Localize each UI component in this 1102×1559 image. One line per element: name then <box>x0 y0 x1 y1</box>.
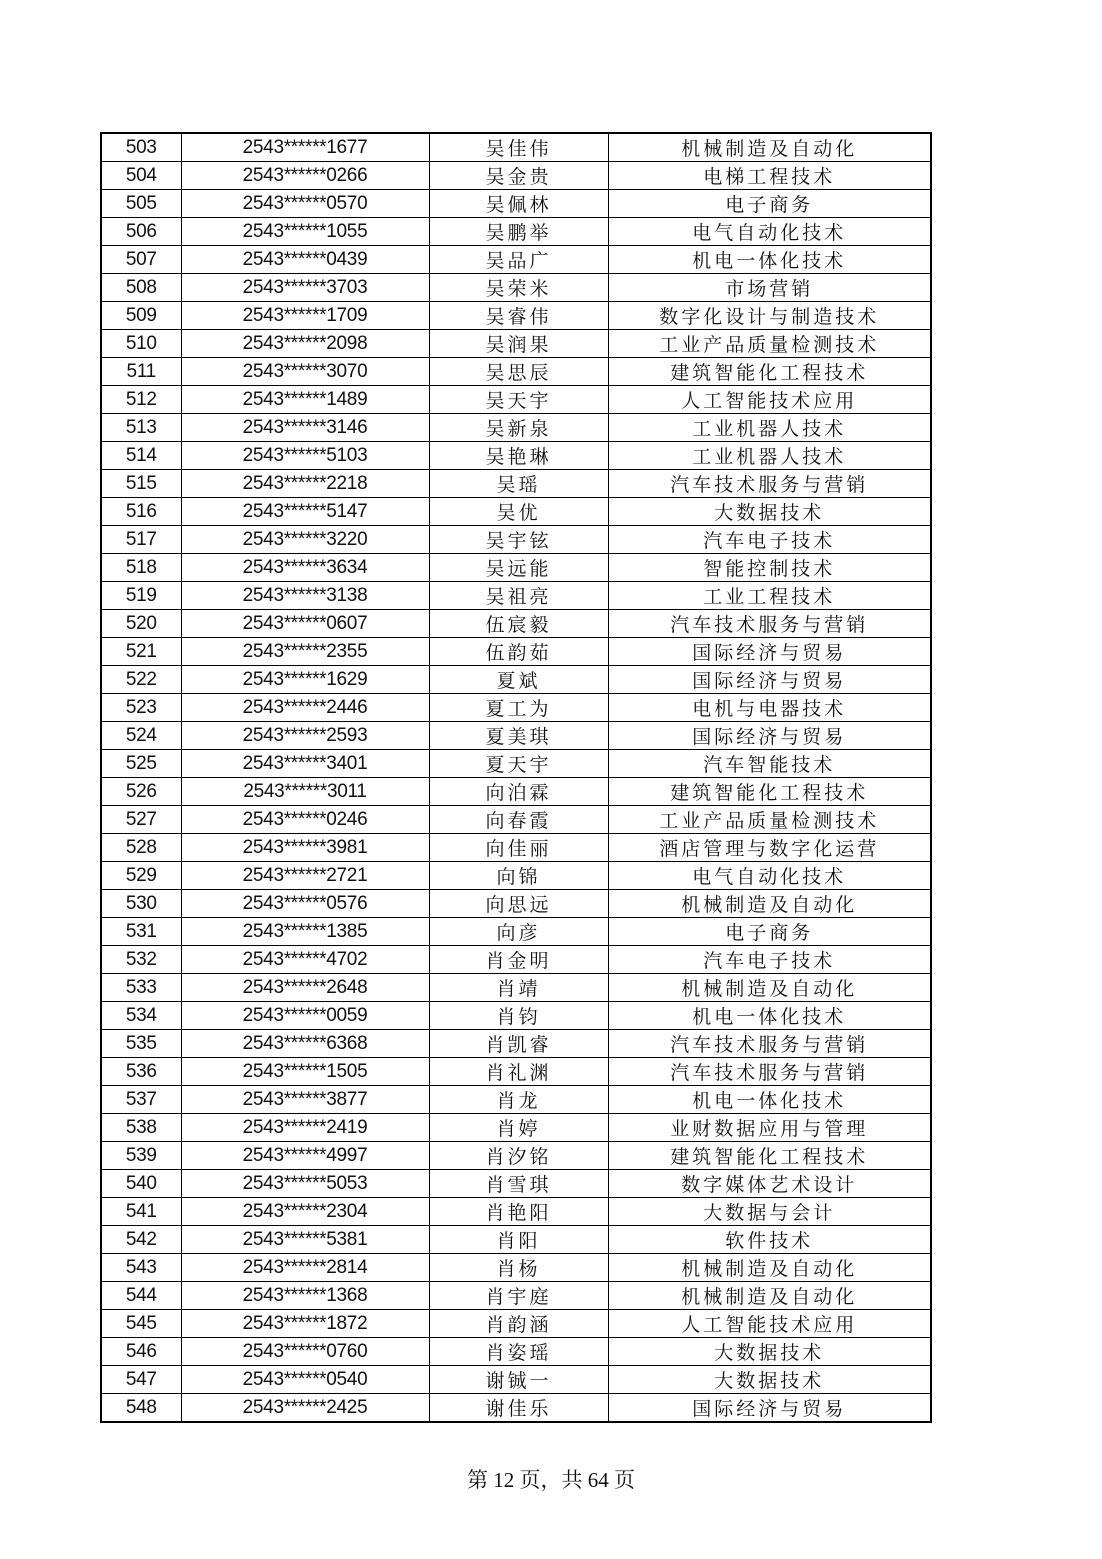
student-name-cell: 夏工为 <box>429 694 608 722</box>
table-row <box>101 610 931 638</box>
student-name-cell: 肖韵涵 <box>429 1310 608 1338</box>
student-name-cell: 伍宸毅 <box>429 610 608 638</box>
major-cell: 汽车电子技术 <box>608 946 931 974</box>
table-row <box>101 834 931 862</box>
table-row <box>101 1030 931 1058</box>
major-cell: 大数据技术 <box>608 1366 931 1394</box>
table-row <box>101 554 931 582</box>
major-cell: 汽车技术服务与营销 <box>608 470 931 498</box>
major-cell: 酒店管理与数字化运营 <box>608 834 931 862</box>
masked-id-cell: 2543******3011 <box>181 778 429 806</box>
row-number-cell: 531 <box>101 918 181 946</box>
student-name-cell: 伍韵茹 <box>429 638 608 666</box>
masked-id-cell: 2543******2355 <box>181 638 429 666</box>
masked-id-cell: 2543******2304 <box>181 1198 429 1226</box>
table-row <box>101 274 931 302</box>
row-number-cell: 515 <box>101 470 181 498</box>
major-cell: 数字化设计与制造技术 <box>608 302 931 330</box>
major-cell: 汽车电子技术 <box>608 526 931 554</box>
masked-id-cell: 2543******3981 <box>181 834 429 862</box>
major-cell: 工业机器人技术 <box>608 442 931 470</box>
row-number-cell: 540 <box>101 1170 181 1198</box>
student-roster-table <box>100 132 932 1423</box>
row-number-cell: 504 <box>101 162 181 190</box>
table-row <box>101 1086 931 1114</box>
row-number-cell: 538 <box>101 1114 181 1142</box>
table-row <box>101 1002 931 1030</box>
masked-id-cell: 2543******5147 <box>181 498 429 526</box>
major-cell: 电子商务 <box>608 190 931 218</box>
table-row <box>101 666 931 694</box>
major-cell: 大数据技术 <box>608 1338 931 1366</box>
masked-id-cell: 2543******2425 <box>181 1394 429 1423</box>
row-number-cell: 523 <box>101 694 181 722</box>
masked-id-cell: 2543******0760 <box>181 1338 429 1366</box>
table-row <box>101 246 931 274</box>
row-number-cell: 534 <box>101 1002 181 1030</box>
table-row <box>101 638 931 666</box>
table-row <box>101 946 931 974</box>
major-cell: 汽车智能技术 <box>608 750 931 778</box>
student-name-cell: 吴远能 <box>429 554 608 582</box>
major-cell: 电气自动化技术 <box>608 862 931 890</box>
major-cell: 国际经济与贸易 <box>608 638 931 666</box>
row-number-cell: 522 <box>101 666 181 694</box>
student-name-cell: 肖宇庭 <box>429 1282 608 1310</box>
roster-body <box>101 133 931 1422</box>
major-cell: 工业产品质量检测技术 <box>608 806 931 834</box>
major-cell: 智能控制技术 <box>608 554 931 582</box>
major-cell: 大数据与会计 <box>608 1198 931 1226</box>
student-name-cell: 肖龙 <box>429 1086 608 1114</box>
row-number-cell: 510 <box>101 330 181 358</box>
student-name-cell: 吴天宇 <box>429 386 608 414</box>
table-row <box>101 218 931 246</box>
row-number-cell: 519 <box>101 582 181 610</box>
table-row <box>101 1142 931 1170</box>
table-row <box>101 750 931 778</box>
student-name-cell: 吴金贵 <box>429 162 608 190</box>
student-name-cell: 吴新泉 <box>429 414 608 442</box>
student-name-cell: 肖杨 <box>429 1254 608 1282</box>
major-cell: 机械制造及自动化 <box>608 974 931 1002</box>
student-name-cell: 向彦 <box>429 918 608 946</box>
table-row <box>101 526 931 554</box>
table-row <box>101 974 931 1002</box>
row-number-cell: 520 <box>101 610 181 638</box>
major-cell: 工业产品质量检测技术 <box>608 330 931 358</box>
masked-id-cell: 2543******3703 <box>181 274 429 302</box>
masked-id-cell: 2543******0246 <box>181 806 429 834</box>
table-row <box>101 302 931 330</box>
row-number-cell: 542 <box>101 1226 181 1254</box>
table-row <box>101 1058 931 1086</box>
masked-id-cell: 2543******5053 <box>181 1170 429 1198</box>
table-row <box>101 862 931 890</box>
student-name-cell: 谢佳乐 <box>429 1394 608 1423</box>
student-name-cell: 肖靖 <box>429 974 608 1002</box>
row-number-cell: 529 <box>101 862 181 890</box>
student-name-cell: 吴佳伟 <box>429 133 608 162</box>
student-name-cell: 肖礼渊 <box>429 1058 608 1086</box>
masked-id-cell: 2543******0540 <box>181 1366 429 1394</box>
masked-id-cell: 2543******2814 <box>181 1254 429 1282</box>
row-number-cell: 509 <box>101 302 181 330</box>
row-number-cell: 539 <box>101 1142 181 1170</box>
masked-id-cell: 2543******1629 <box>181 666 429 694</box>
row-number-cell: 506 <box>101 218 181 246</box>
masked-id-cell: 2543******0059 <box>181 1002 429 1030</box>
masked-id-cell: 2543******1505 <box>181 1058 429 1086</box>
row-number-cell: 530 <box>101 890 181 918</box>
masked-id-cell: 2543******0570 <box>181 190 429 218</box>
student-name-cell: 吴宇铉 <box>429 526 608 554</box>
major-cell: 工业机器人技术 <box>608 414 931 442</box>
major-cell: 机械制造及自动化 <box>608 1282 931 1310</box>
student-name-cell: 肖姿瑶 <box>429 1338 608 1366</box>
row-number-cell: 516 <box>101 498 181 526</box>
row-number-cell: 508 <box>101 274 181 302</box>
table-row <box>101 582 931 610</box>
student-name-cell: 吴优 <box>429 498 608 526</box>
masked-id-cell: 2543******3634 <box>181 554 429 582</box>
row-number-cell: 545 <box>101 1310 181 1338</box>
student-name-cell: 吴艳琳 <box>429 442 608 470</box>
student-name-cell: 谢铖一 <box>429 1366 608 1394</box>
table-row <box>101 162 931 190</box>
masked-id-cell: 2543******2419 <box>181 1114 429 1142</box>
masked-id-cell: 2543******3401 <box>181 750 429 778</box>
row-number-cell: 544 <box>101 1282 181 1310</box>
table-row <box>101 442 931 470</box>
masked-id-cell: 2543******6368 <box>181 1030 429 1058</box>
student-name-cell: 吴祖亮 <box>429 582 608 610</box>
row-number-cell: 511 <box>101 358 181 386</box>
row-number-cell: 503 <box>101 133 181 162</box>
row-number-cell: 548 <box>101 1394 181 1423</box>
table-row <box>101 386 931 414</box>
major-cell: 人工智能技术应用 <box>608 1310 931 1338</box>
masked-id-cell: 2543******3070 <box>181 358 429 386</box>
major-cell: 机械制造及自动化 <box>608 890 931 918</box>
major-cell: 建筑智能化工程技术 <box>608 358 931 386</box>
major-cell: 电梯工程技术 <box>608 162 931 190</box>
major-cell: 机械制造及自动化 <box>608 1254 931 1282</box>
row-number-cell: 524 <box>101 722 181 750</box>
masked-id-cell: 2543******2593 <box>181 722 429 750</box>
table-row <box>101 470 931 498</box>
row-number-cell: 535 <box>101 1030 181 1058</box>
major-cell: 数字媒体艺术设计 <box>608 1170 931 1198</box>
row-number-cell: 513 <box>101 414 181 442</box>
masked-id-cell: 2543******2098 <box>181 330 429 358</box>
student-name-cell: 吴瑶 <box>429 470 608 498</box>
major-cell: 软件技术 <box>608 1226 931 1254</box>
row-number-cell: 505 <box>101 190 181 218</box>
masked-id-cell: 2543******2446 <box>181 694 429 722</box>
table-row <box>101 1198 931 1226</box>
table-row <box>101 1310 931 1338</box>
table-row <box>101 190 931 218</box>
major-cell: 机电一体化技术 <box>608 1086 931 1114</box>
masked-id-cell: 2543******5381 <box>181 1226 429 1254</box>
table-row <box>101 358 931 386</box>
table-row <box>101 694 931 722</box>
masked-id-cell: 2543******2721 <box>181 862 429 890</box>
masked-id-cell: 2543******1872 <box>181 1310 429 1338</box>
student-name-cell: 向佳丽 <box>429 834 608 862</box>
masked-id-cell: 2543******0607 <box>181 610 429 638</box>
student-name-cell: 肖艳阳 <box>429 1198 608 1226</box>
student-name-cell: 肖雪琪 <box>429 1170 608 1198</box>
student-name-cell: 吴润果 <box>429 330 608 358</box>
major-cell: 汽车技术服务与营销 <box>608 610 931 638</box>
masked-id-cell: 2543******3138 <box>181 582 429 610</box>
table-row <box>101 806 931 834</box>
table-row <box>101 498 931 526</box>
table-row <box>101 890 931 918</box>
row-number-cell: 527 <box>101 806 181 834</box>
table-row <box>101 133 931 162</box>
row-number-cell: 525 <box>101 750 181 778</box>
student-name-cell: 吴睿伟 <box>429 302 608 330</box>
row-number-cell: 532 <box>101 946 181 974</box>
row-number-cell: 547 <box>101 1366 181 1394</box>
row-number-cell: 546 <box>101 1338 181 1366</box>
row-number-cell: 543 <box>101 1254 181 1282</box>
masked-id-cell: 2543******1385 <box>181 918 429 946</box>
masked-id-cell: 2543******3146 <box>181 414 429 442</box>
student-name-cell: 向泊霖 <box>429 778 608 806</box>
table-row <box>101 722 931 750</box>
table-row <box>101 1394 931 1423</box>
row-number-cell: 512 <box>101 386 181 414</box>
student-name-cell: 肖汐铭 <box>429 1142 608 1170</box>
page-number-footer: 第 12 页，共 64 页 <box>467 1468 635 1492</box>
masked-id-cell: 2543******1489 <box>181 386 429 414</box>
student-name-cell: 吴品广 <box>429 246 608 274</box>
table-row <box>101 1226 931 1254</box>
student-name-cell: 向思远 <box>429 890 608 918</box>
student-name-cell: 吴佩林 <box>429 190 608 218</box>
major-cell: 国际经济与贸易 <box>608 666 931 694</box>
major-cell: 机电一体化技术 <box>608 246 931 274</box>
table-row <box>101 1254 931 1282</box>
major-cell: 大数据技术 <box>608 498 931 526</box>
student-name-cell: 肖阳 <box>429 1226 608 1254</box>
major-cell: 人工智能技术应用 <box>608 386 931 414</box>
masked-id-cell: 2543******4997 <box>181 1142 429 1170</box>
row-number-cell: 526 <box>101 778 181 806</box>
row-number-cell: 521 <box>101 638 181 666</box>
student-name-cell: 肖金明 <box>429 946 608 974</box>
masked-id-cell: 2543******2218 <box>181 470 429 498</box>
major-cell: 电子商务 <box>608 918 931 946</box>
major-cell: 机电一体化技术 <box>608 1002 931 1030</box>
major-cell: 电机与电器技术 <box>608 694 931 722</box>
table-row <box>101 1170 931 1198</box>
masked-id-cell: 2543******4702 <box>181 946 429 974</box>
masked-id-cell: 2543******1055 <box>181 218 429 246</box>
row-number-cell: 541 <box>101 1198 181 1226</box>
student-name-cell: 向春霞 <box>429 806 608 834</box>
masked-id-cell: 2543******0576 <box>181 890 429 918</box>
student-name-cell: 肖凯睿 <box>429 1030 608 1058</box>
row-number-cell: 533 <box>101 974 181 1002</box>
table-row <box>101 1366 931 1394</box>
major-cell: 建筑智能化工程技术 <box>608 1142 931 1170</box>
table-row <box>101 1282 931 1310</box>
student-name-cell: 肖婷 <box>429 1114 608 1142</box>
row-number-cell: 536 <box>101 1058 181 1086</box>
student-name-cell: 吴思辰 <box>429 358 608 386</box>
row-number-cell: 507 <box>101 246 181 274</box>
masked-id-cell: 2543******2648 <box>181 974 429 1002</box>
major-cell: 汽车技术服务与营销 <box>608 1058 931 1086</box>
major-cell: 电气自动化技术 <box>608 218 931 246</box>
table-row <box>101 918 931 946</box>
major-cell: 业财数据应用与管理 <box>608 1114 931 1142</box>
student-name-cell: 吴荣米 <box>429 274 608 302</box>
major-cell: 机械制造及自动化 <box>608 133 931 162</box>
major-cell: 汽车技术服务与营销 <box>608 1030 931 1058</box>
student-name-cell: 向锦 <box>429 862 608 890</box>
table-row <box>101 1114 931 1142</box>
major-cell: 工业工程技术 <box>608 582 931 610</box>
row-number-cell: 514 <box>101 442 181 470</box>
table-row <box>101 778 931 806</box>
row-number-cell: 517 <box>101 526 181 554</box>
masked-id-cell: 2543******3877 <box>181 1086 429 1114</box>
row-number-cell: 528 <box>101 834 181 862</box>
student-name-cell: 夏斌 <box>429 666 608 694</box>
table-row <box>101 414 931 442</box>
masked-id-cell: 2543******0266 <box>181 162 429 190</box>
student-name-cell: 夏天宇 <box>429 750 608 778</box>
row-number-cell: 518 <box>101 554 181 582</box>
student-name-cell: 吴鹏举 <box>429 218 608 246</box>
masked-id-cell: 2543******3220 <box>181 526 429 554</box>
row-number-cell: 537 <box>101 1086 181 1114</box>
major-cell: 国际经济与贸易 <box>608 1394 931 1423</box>
masked-id-cell: 2543******0439 <box>181 246 429 274</box>
table-row <box>101 1338 931 1366</box>
masked-id-cell: 2543******5103 <box>181 442 429 470</box>
student-name-cell: 夏美琪 <box>429 722 608 750</box>
major-cell: 国际经济与贸易 <box>608 722 931 750</box>
major-cell: 市场营销 <box>608 274 931 302</box>
masked-id-cell: 2543******1677 <box>181 133 429 162</box>
masked-id-cell: 2543******1709 <box>181 302 429 330</box>
table-row <box>101 330 931 358</box>
student-name-cell: 肖钧 <box>429 1002 608 1030</box>
major-cell: 建筑智能化工程技术 <box>608 778 931 806</box>
masked-id-cell: 2543******1368 <box>181 1282 429 1310</box>
